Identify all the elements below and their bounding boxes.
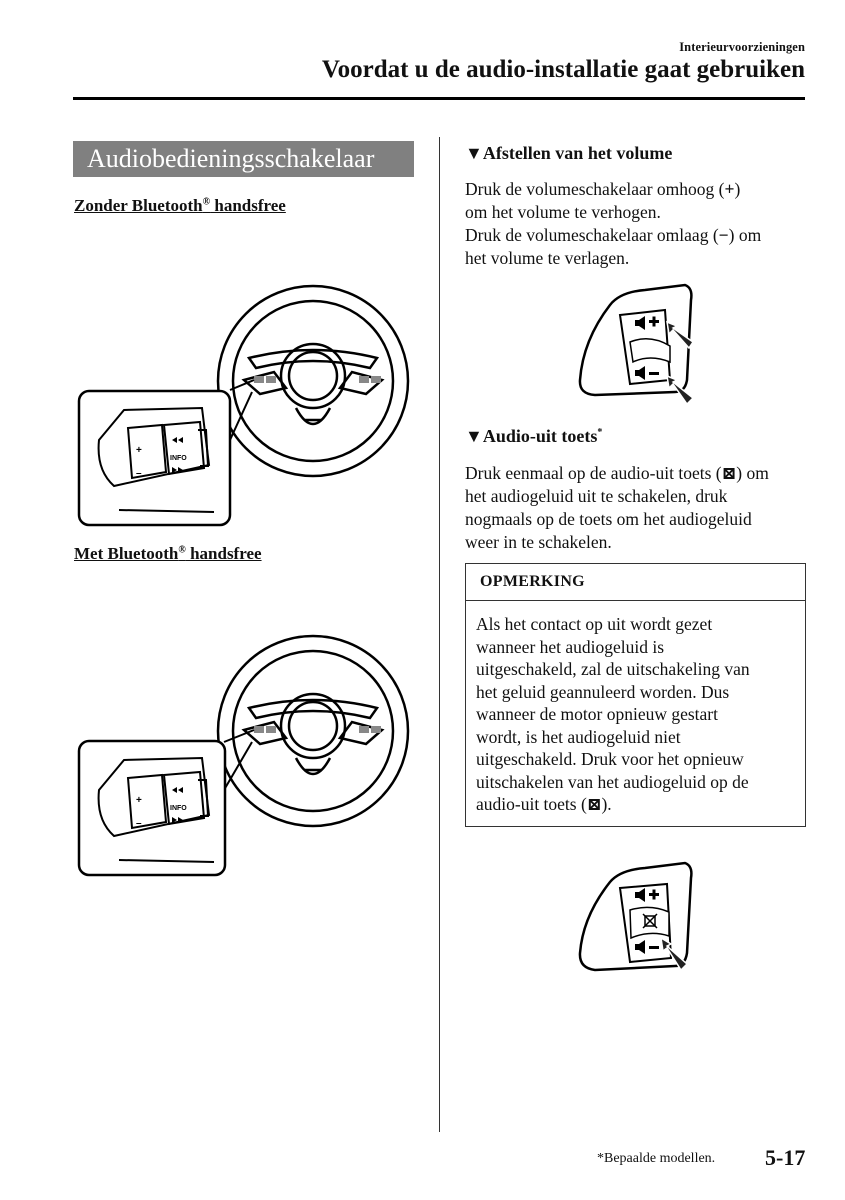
note-box [465, 563, 806, 827]
subhead-with-bluetooth: Met Bluetooth® handsfree [74, 544, 262, 563]
mute-paragraph: Druk eenmaal op de audio-uit toets (⊠) om het audiogeluid uit te schakelen, druk nogmaals op de toets om het audiogeluid weer in te schakelen. [465, 463, 769, 552]
note-heading: OPMERKING [466, 564, 805, 601]
heading-mute: ▼Audio-uit toets* [465, 426, 603, 446]
minus-icon: − [718, 225, 729, 245]
column-divider [439, 137, 440, 1132]
header-rule [73, 97, 805, 100]
steering-wheel-figure-without-bluetooth [74, 280, 419, 530]
mute-switch-figure [575, 858, 705, 978]
triangle-down-icon: ▼ [465, 426, 483, 446]
subhead-without-bluetooth: Zonder Bluetooth® handsfree [74, 196, 286, 215]
section-title: Audiobedieningsschakelaar [73, 141, 414, 177]
volume-switch-figure [575, 280, 705, 410]
figure-minus-label: – [136, 818, 142, 829]
mute-icon: ⊠ [586, 794, 602, 814]
page-number: 5-17 [765, 1145, 806, 1170]
figure-plus-label: + [136, 795, 142, 806]
plus-icon: + [724, 179, 735, 199]
note-body: Als het contact op uit wordt gezet wanneer het audiogeluid is uitgeschakeld, zal de uitschakeling van het geluid geannuleerd worden. Dus wanneer de motor opnieuw gestart wordt, is het audiogeluid niet uitgeschakeld. Druk voor het opnieuw uitschakelen van het audiogeluid op de audio-uit toets (⊠). [476, 614, 750, 814]
section-kicker: Interieurvoorzieningen [679, 40, 805, 54]
figure-info-label: INFO [170, 455, 187, 462]
figure-minus-label: – [136, 468, 142, 479]
steering-wheel-figure-with-bluetooth [74, 630, 419, 880]
volume-paragraph: Druk de volumeschakelaar omhoog (+) om het volume te verhogen. Druk de volumeschakelaar omlaag (−) om het volume te verlagen. [465, 179, 762, 268]
heading-volume: ▼Afstellen van het volume [465, 143, 673, 163]
figure-info-label: INFO [170, 805, 187, 812]
mute-icon: ⊠ [721, 463, 737, 483]
page-title: Voordat u de audio-installatie gaat gebruiken [321, 56, 805, 83]
footer-note: *Bepaalde modellen. [597, 1151, 716, 1166]
triangle-down-icon: ▼ [465, 143, 483, 163]
figure-plus-label: + [136, 445, 142, 456]
